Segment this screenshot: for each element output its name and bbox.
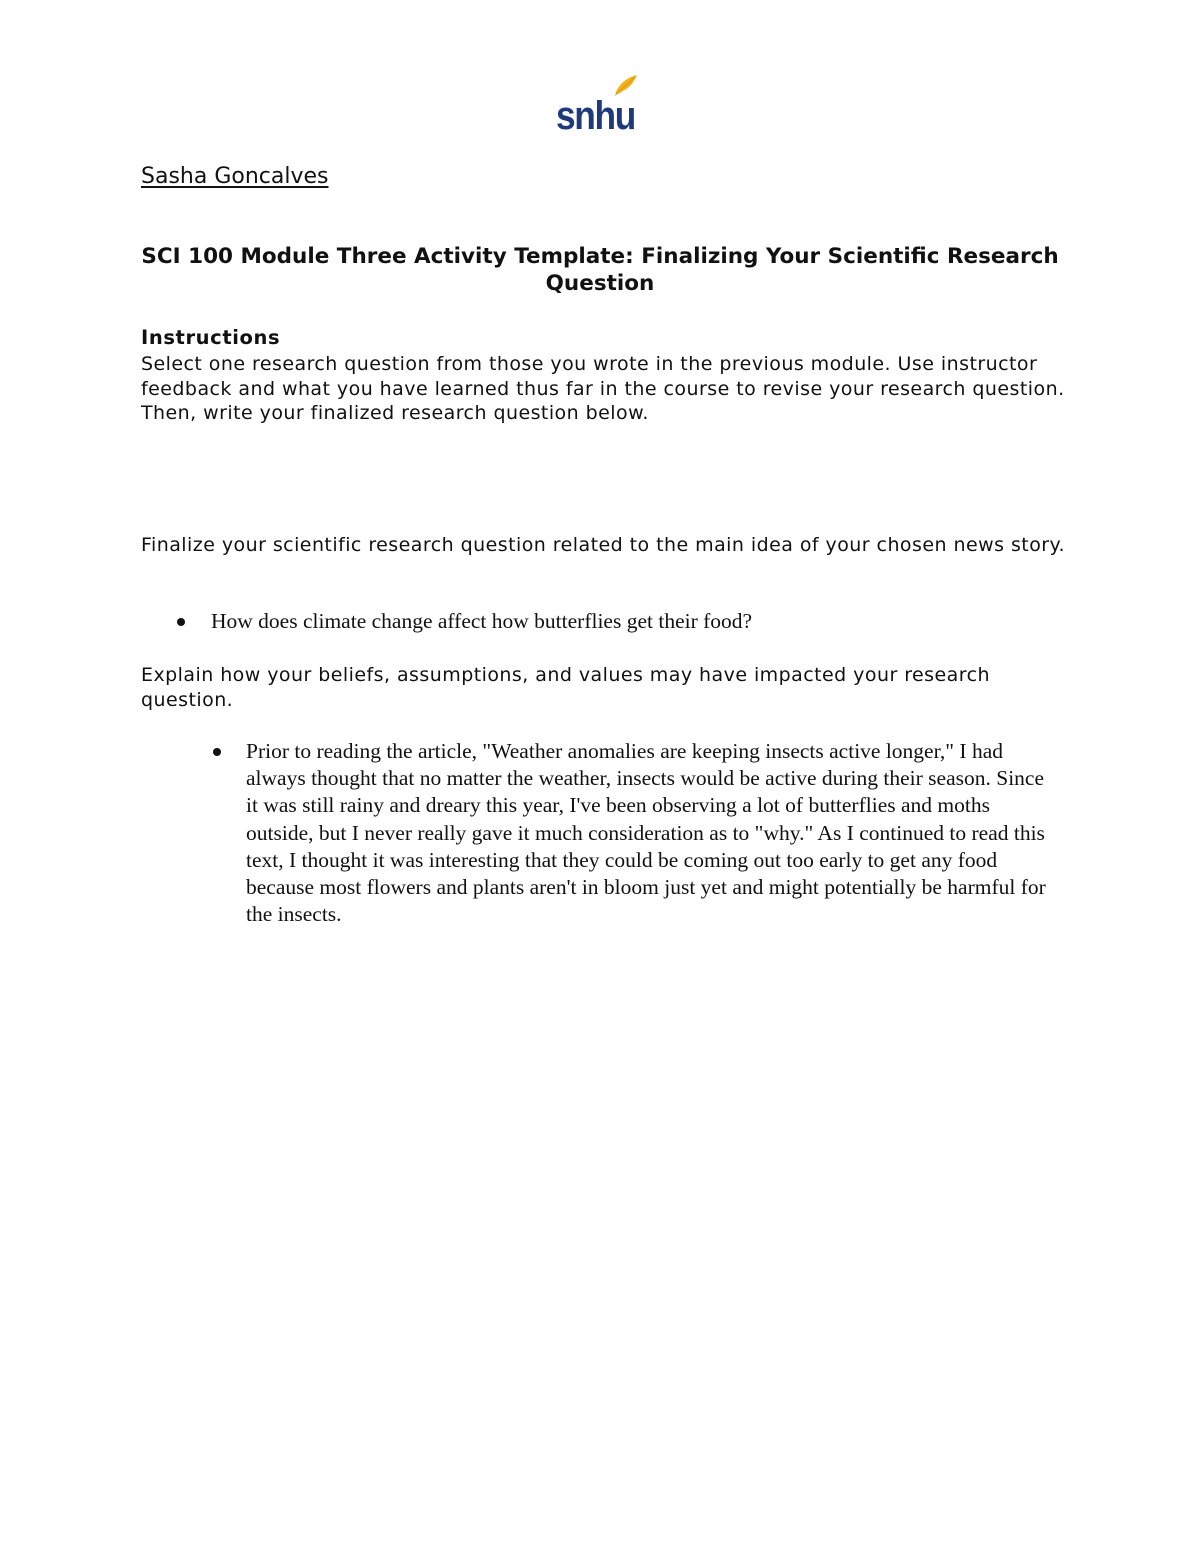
snhu-logo [553, 72, 645, 134]
beliefs-answer-list [246, 738, 1056, 928]
instructions-body: Select one research question from those you wrote in the previous module. Use instructor feedback and what you have learned thus far in the course to revise your research question. Then, write your finalized research question below. [141, 353, 1065, 424]
beliefs-prompt: Explain how your beliefs, assumptions, and values may have impacted your research question. [141, 664, 990, 711]
snhu-logo-graphic [553, 72, 645, 134]
research-question-list [211, 608, 1071, 635]
leaf-icon [616, 77, 635, 94]
research-question-prompt: Finalize your scientific research question related to the main idea of your chosen news story. [141, 534, 1065, 556]
bullet-icon [213, 748, 221, 756]
research-question-answer: How does climate change affect how butterflies get their food? [211, 609, 753, 633]
list-item [246, 738, 1056, 928]
page-title: SCI 100 Module Three Activity Template: Finalizing Your Scientific Research Question [141, 244, 1059, 296]
list-item [211, 608, 1071, 635]
svg-text:snhu: snhu [556, 94, 635, 134]
author-name: Sasha Goncalves [141, 164, 329, 189]
bullet-icon [177, 618, 185, 626]
beliefs-answer: Prior to reading the article, "Weather anomalies are keeping insects active longer," I had always thought that no matter the weather, insects would be active during their season. Since it was still rainy and dreary this year, I've been observing a lot of butterflies and moths outside, but I never really gave it much consideration as to "why." As I continued to read this text, I thought it was interesting that they could be coming out too early to get any food because most flowers and plants aren't in bloom just yet and might potentially be harmful for the insects. [246, 739, 1046, 927]
instructions-heading: Instructions [141, 326, 281, 349]
